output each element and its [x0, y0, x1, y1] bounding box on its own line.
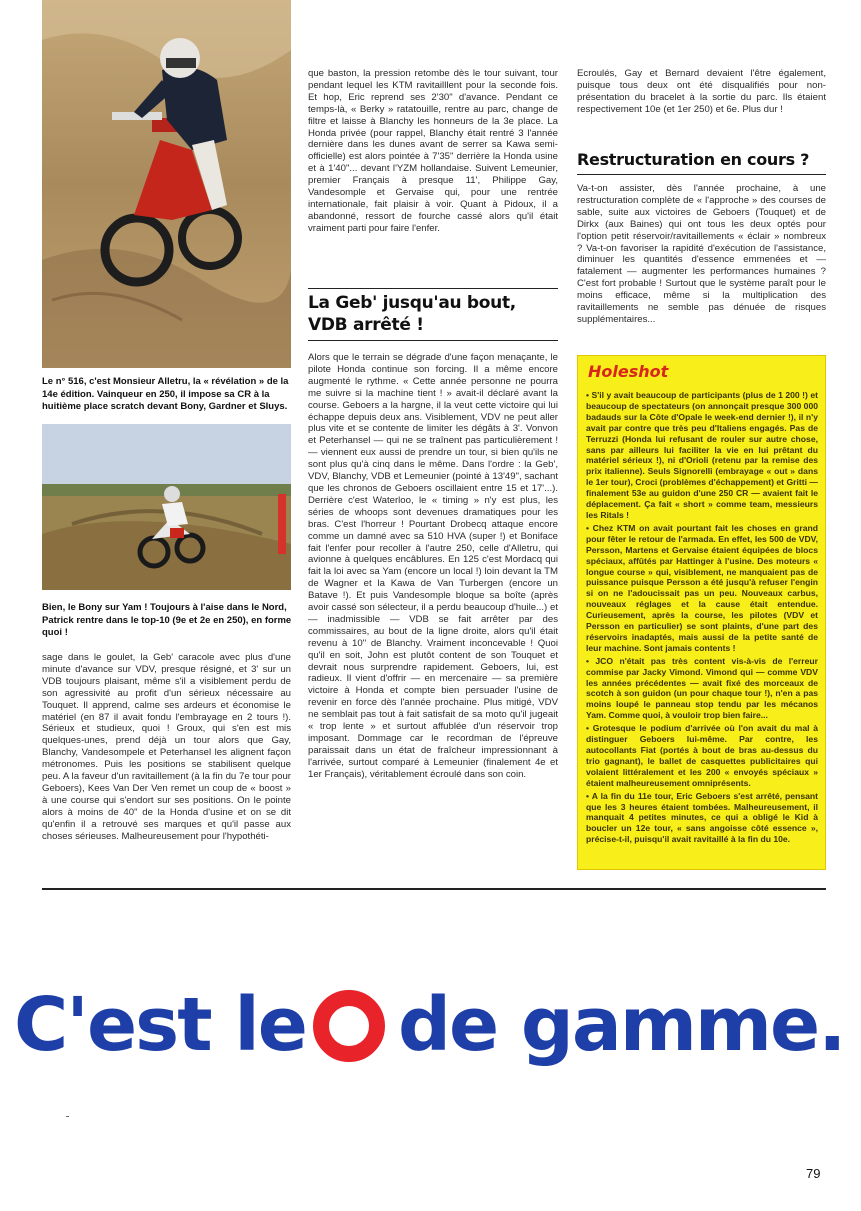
holeshot-box [577, 355, 826, 870]
advertisement-slogan [0, 975, 861, 1075]
slogan-left-text: C'est le [14, 982, 306, 1068]
slogan-right-text: de gamme. [398, 982, 845, 1068]
rider-illustration [42, 0, 291, 368]
right-heading-rule [577, 174, 826, 175]
rider-track-illustration [42, 424, 291, 590]
right-column-mid-text: Va-t-on assister, dès l'année prochaine, à une restructuration complète de « l'approche » des courses de sable, suite aux victoires de Geboers (Touquet) et de Dirkx (aux Baines) qui ont tous les deux optés pour l'option petit réservoir/ravitaillements « éclair » nombreux ? Va-t-on favoriser la rapidité d'exécution de l'assistance, diminuer les quantités d'essence emmenées et — fatalement — augmenter les performances humaines ? C'est fort probable ! Surtout que le système paraît pour le moins efficace, même si la multiplication des ravitaillements ne semble pas dénuée de risques supplémentaires... [577, 183, 826, 325]
page-number: 79 [806, 1166, 821, 1181]
holeshot-item: • S'il y avait beaucoup de participants (plus de 1 200 !) et beaucoup de spectateurs (on annonçait presque 300 000 badauds sur la Côte d'Opale le week-end dernier !), il n'y avait par contre que très peu d'Italiens engagés. Pas de Terruzzi (Honda lui refusant de rouler sur autre chose, sans par ailleurs lui faciliter la vie en lui prêtant du matériel sérieux !), ni d'Orioli (retenu par la remise des prix italienne). Seuls Signorelli (embrayage « out » dans le 1er tour), Croci (problèmes d'échappement) et Gritti — finalement 53e au guidon d'une 250 CR — avaient fait le déplacement. Ça fait « short » comme team, messieurs les Ritals ! [586, 390, 818, 520]
middle-column-bottom-text: Alors que le terrain se dégrade d'une façon menaçante, le pilote Honda continue son forcing. Il a même encore augmenté le rythme. « Cette année personne ne pourra me suivre si la machine tient ! » avait-il déclaré avant la course. Geboers a la hargne, il la veut cette victoire qui lui échappe depuis deux ans. Visiblement, VDV ne peut aller plus vite et se contente de limiter les dégâts à 3'. Vonvon et Peterhansel — qui ne se traînent pas particulièrement ! — viennent eux aussi de prendre un tour, si bien qu'ils ne sont plus qu'à cinq dans le même. Dans l'ordre : la Geb', VDV, Blanchy, VDB et Lemeunier (pointé à 13'49", sachant que les chronos de Geboers oscillaient entre 15 et 17'...). Derrière c'est Waterloo, le « timing » n'y est plus, les séries de whoops sont devenues dramatiques pour les bras. C'est l'horreur ! Pourtant Drobecq attaque encore comme un damné avec sa 510 HVA (super !) et Boniface fait l'enfer pour recoller à l'autre 250, celle d'Alletru, qui avionne à quelques encâblures. En 125 c'est Mordacq qui fait la loi avec sa Yam (encore un local !) loin devant la TM de Wagner et la Kawa de Van Turbergen (encore un Batave !). Et puis Vandesomple bloque sa boîte (après avoir cassé son sélecteur, il a perdu beaucoup d'huile...) et — inadmissible — VDB se fait arrêter par des commissaires, au bout de la ligne droite, alors qu'il était revenu à 10" de Blanchy. Vraiment inconcevable ! Quoi qu'il en soit, John est plutôt content de son Touquet et devrait nous surprendre rapidement. Geboers, lui, est radieux. Il vient d'offrir — en mercenaire — sa première victoire à Honda et compte bien persuader l'usine de revenir en force dès l'année prochaine. Plus mitigé, VDV ne semblait pas tout à fait satisfait de sa moto qu'il jugeait « trop lente » et surtout affublée d'un réservoir trop imposant. Dommage car le recordman de l'épreuve paraissait dans un état de fraîcheur impressionnant à l'arrivée, surtout comparé à Lemeunier (finalement 4e et 1er Français), véritablement écroulé dans son coin. [308, 352, 558, 780]
holeshot-item: • Grotesque le podium d'arrivée où l'on avait du mal à distinguer Geboers lui-même. Par contre, les autocollants Fiat (portés à bout de bras au-dessus du trio gagnant), le ballet de casquettes publicitaires qui volaient littéralement et les 200 « envoyés spéciaux » étaient malheureusement omniprésents. [586, 723, 818, 788]
article-bottom-rule [42, 888, 826, 890]
print-mark [66, 1116, 69, 1117]
middle-section-heading: La Geb' jusqu'au bout, VDB arrêté ! [308, 293, 516, 335]
holeshot-body [586, 390, 818, 847]
middle-heading-top-rule [308, 288, 558, 289]
holeshot-item: • A la fin du 11e tour, Eric Geboers s'est arrêté, pensant que les 3 heures étaient tombées. Malheureusement, il manquait 4 petites minutes, ce qui a obligé le Kid à boucler un 12e tour, « sans angoisse côté essence », précise-t-il, puisqu'il avait ravitaillé à la fin du 10e. [586, 790, 818, 845]
holeshot-item: • JCO n'était pas très content vis-à-vis de l'erreur commise par Jacky Vimond. Vimond qui — comme VDV les années précédentes — avait fixé des morceaux de scotch à son guidon (un pour chaque tour !), n'en a pas moins loupé le panneau stop tendu par les mécanos Yam. Comme quoi, à vouloir trop bien faire... [586, 655, 818, 721]
right-section-heading: Restructuration en cours ? [577, 150, 810, 169]
motocross-rider-track-photo [42, 424, 291, 590]
photo2-caption: Bien, le Bony sur Yam ! Toujours à l'aise dans le Nord, Patrick rentre dans le top-10 (9e et 2e en 250), en forme quoi ! [42, 602, 292, 638]
red-ring-logo-icon [312, 989, 386, 1063]
middle-heading-bottom-rule [308, 340, 558, 341]
photo1-caption: Le n° 516, c'est Monsieur Alletru, la « révélation » de la 14e édition. Vainqueur en 250, il impose sa CR à la huitième place scratch devant Bony, Gardner et Sluys. [42, 376, 289, 412]
motocross-rider-sand-photo [42, 0, 291, 368]
holeshot-item: • Chez KTM on avait pourtant fait les choses en grand pour fêter le retour de l'armada. En effet, les 500 de VDV, Persson, Martens et Gervaise étaient équipées de blocs spéciaux, affûtés par Hattinger à l'usine. Des moteurs « longue course » qui, visiblement, ne manquaient pas de puissance puisque Persson a été jusqu'à refuser l'engin si on ne l'adoucissait pas un peu. Nouveaux carbus, nouveaux réglages et la cause était entendue. Curieusement, après la course, les pilotes (VDV et Persson en particulier) se sont plaints, d'une part des réservoirs inadaptés, mais aussi de la petite santé de leur machine. Sont jamais contents ! [586, 522, 818, 653]
right-column-top-text: Ecroulés, Gay et Bernard devaient l'être également, puisque tous deux ont été disqualifiés pour non-présentation du bracelet à la sortie du parc. Ils étaient respectivement 10e (et 1er 250) et 6e. Plus dur ! [577, 68, 826, 115]
holeshot-title: Holeshot [588, 362, 669, 381]
middle-column-top-text: que baston, la pression retombe dès le tour suivant, tour pendant lequel les KTM ravitailllent pour la seconde fois. Et hop, Eric reprend ses 2'30" d'avance. Pendant ce temps-là, « Berky » ratatouille, rentre au parc, change de filtre et laisse à Blanchy les honneurs de la 3e place. La Honda privée (pour rappel, Blanchy était rentré 3 l'année dernière dans les dunes avant de serrer sa Kawa semi-officielle) est alors pointée à 7'35" derrière la Honda usine et à 1'40"... devant l'YZM hollandaise. Suivent Lemeunier, premier Français à presque 11', Philippe Gay, Vandesomple et Gervaise qui, pour une rentrée internationale, fait plaisir à voir. Quant à Pidoux, il a abandonné, ressort de fourche cassé alors qu'il était vraiment parti pour faire l'enfer. [308, 68, 558, 234]
left-column-text: sage dans le goulet, la Geb' caracole avec plus d'une minute d'avance sur VDV, presque résigné, et 3' sur un VDB toujours plaisant, même s'il a visiblement perdu de son agressivité au profit d'un sérieux nécessaire au Touquet. Il apprend, calme ses ardeurs et économise le matériel (en 87 il avait fondu l'embrayage en 2 tours !). Sérieux et studieux, quoi ! Groux, qui s'en est mis quelques-unes, prend déjà un tour alors que Gay, Blanchy, Vandesompele et Peterhansel les alignent façon métronomes. Puis les positions se stabilisent quelque peu. A la faveur d'un ravitaillement (à la fin du 7e tour pour Geboers), Kees Van Der Ven remet un coup de « boost » à une course qui s'endort sur ses positions. On le pointe alors à moins de 40" de la Honda d'usine et on se dit qu'enfin il a retrouvé ses marques et qu'il passe aux choses sérieuses. Malheureusement pour l'hypothéti- [42, 652, 291, 842]
